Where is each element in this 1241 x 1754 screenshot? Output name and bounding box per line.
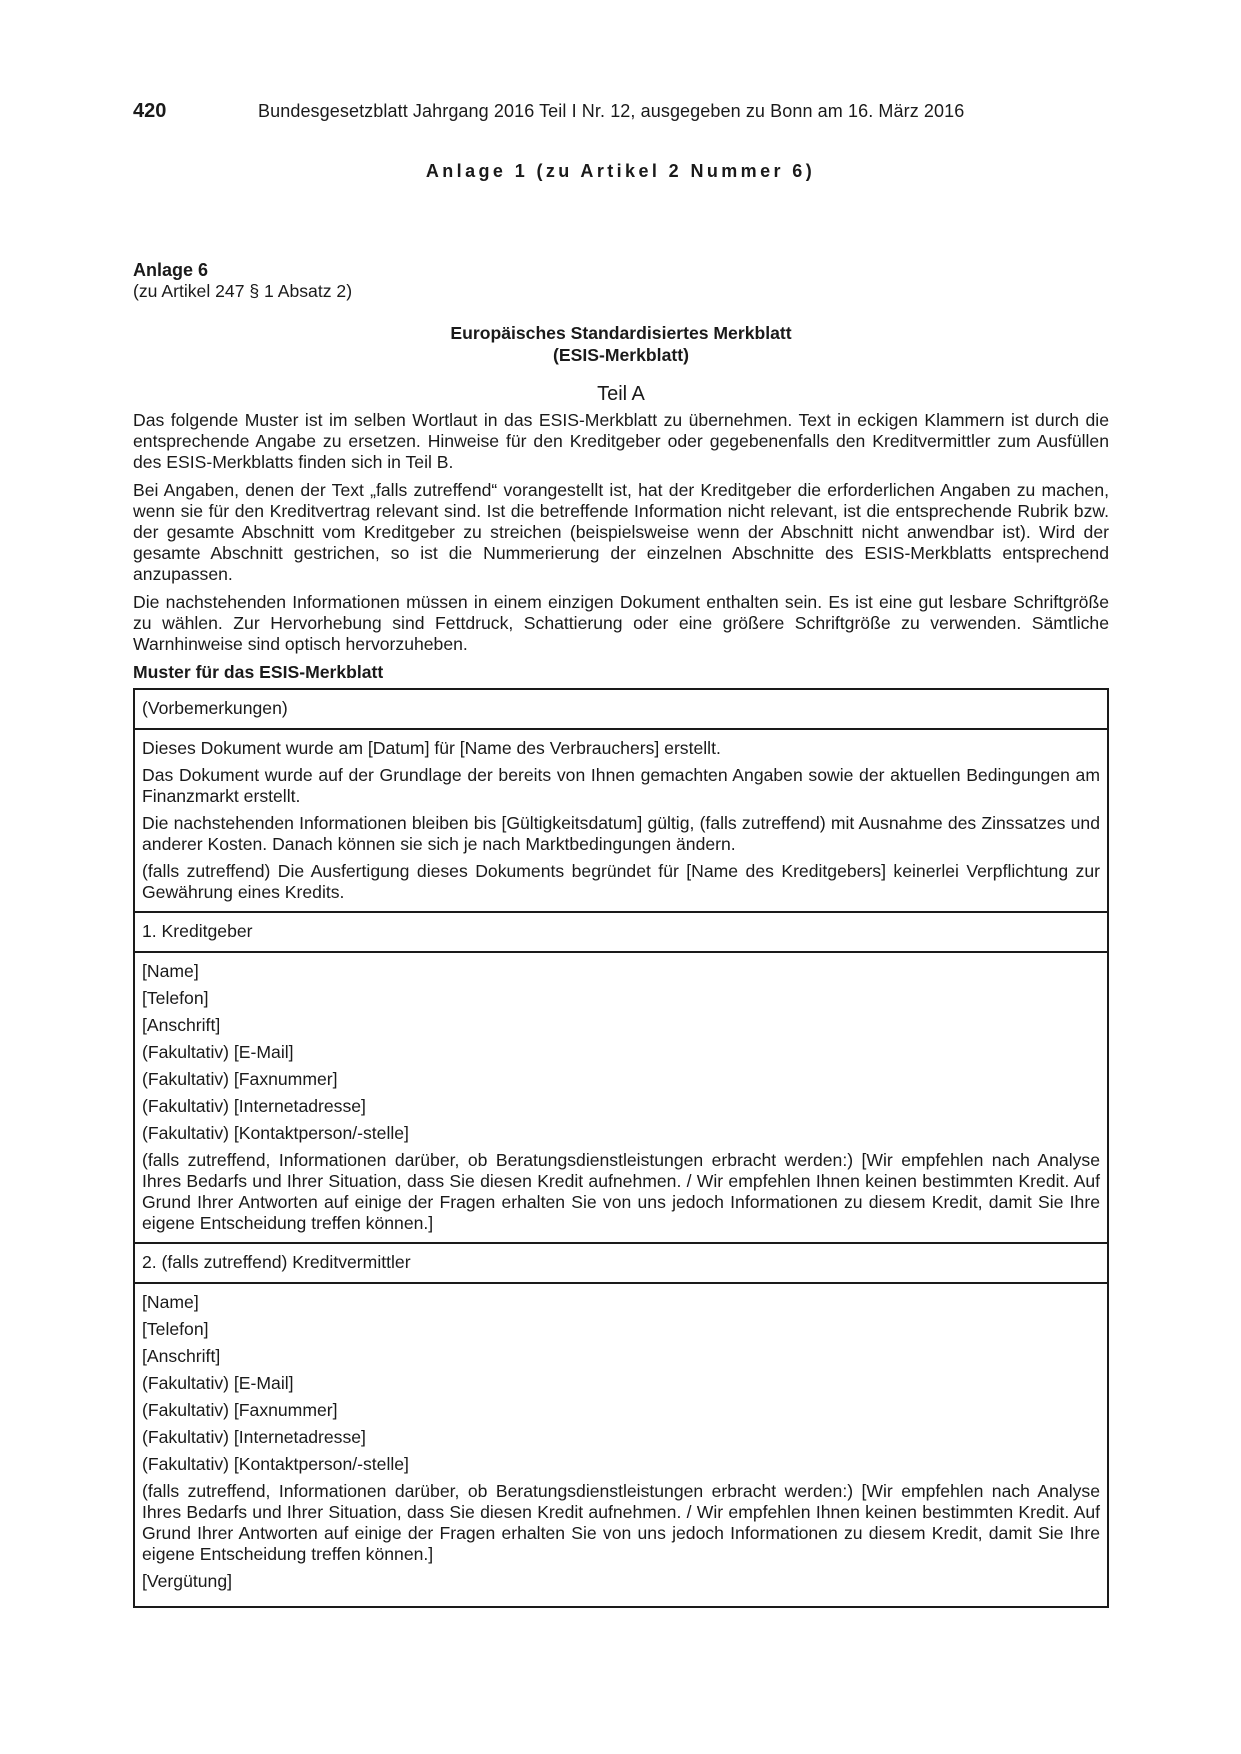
part-title: Teil A — [597, 383, 645, 405]
running-header: Bundesgesetzblatt Jahrgang 2016 Teil I Nr. 12, ausgegeben zu Bonn am 16. März 2016 — [258, 101, 965, 121]
field-line: (Fakultativ) [Internetadresse] — [142, 1096, 366, 1116]
document-title-line2: (ESIS-Merkblatt) — [553, 345, 689, 365]
field-line: (Fakultativ) [Internetadresse] — [142, 1427, 366, 1447]
template-heading: Muster für das ESIS-Merkblatt — [133, 662, 384, 682]
section-1-body — [135, 953, 1107, 1244]
preamble-paragraph: Dieses Dokument wurde am [Datum] für [Name des Verbrauchers] erstellt. — [142, 738, 721, 758]
section-1-heading: 1. Kreditgeber — [135, 913, 1107, 953]
anlage-label: Anlage 6 — [133, 260, 209, 280]
document-title-line1: Europäisches Standardisiertes Merkblatt — [450, 323, 792, 343]
document-title — [133, 322, 1109, 366]
preamble-paragraph: (falls zutreffend) Die Ausfertigung dieses Dokuments begründet für [Name des Kreditgebers] keinerlei Verpflichtung zur Gewährung eines Kredits. — [142, 861, 1100, 902]
advice-paragraph: (falls zutreffend, Informationen darüber, ob Beratungsdienstleistungen erbracht werden:) [Wir empfehlen nach Analyse Ihres Bedarfs und Ihrer Situation, dass Sie diesen Kredit aufnehmen. / Wir empfehlen Ihnen keinen bestimmten Kredit. Auf Grund Ihrer Antworten auf einige der Fragen erhalten Sie von uns jedoch Informationen zu diesem Kredit, damit Sie Ihre eigene Entscheidung treffen können.] — [142, 1481, 1100, 1564]
intro-paragraph: Das folgende Muster ist im selben Wortlaut in das ESIS-Merkblatt zu übernehmen. Text in eckigen Klammern ist durch die entsprechende Angabe zu ersetzen. Hinweise für den Kreditgeber oder gegebenenfalls den Kreditvermittler zum Ausfüllen des ESIS-Merkblatts finden sich in Teil B. — [133, 410, 1109, 472]
intro-paragraph: Bei Angaben, denen der Text „falls zutreffend“ vorangestellt ist, hat der Kreditgeber die erforderlichen Angaben zu machen, wenn sie für den Kreditvertrag relevant sind. Ist die betreffende Information nicht relevant, ist die entsprechende Rubrik bzw. der gesamte Abschnitt vom Kreditgeber zu streichen (beispielsweise wenn der Abschnitt nicht anwendbar ist). Wird der gesamte Abschnitt gestrichen, so ist die Nummerierung der einzelnen Abschnitte des ESIS-Merkblatts entsprechend anzupassen. — [133, 480, 1109, 584]
remuneration-line: [Vergütung] — [142, 1571, 232, 1591]
field-line: (Fakultativ) [Faxnummer] — [142, 1400, 338, 1420]
esis-template-box — [133, 688, 1109, 1608]
section-2-body — [135, 1284, 1107, 1606]
anlage-reference: (zu Artikel 247 § 1 Absatz 2) — [133, 281, 353, 301]
annex-title: Anlage 1 (zu Artikel 2 Nummer 6) — [425, 161, 816, 181]
intro-paragraph: Die nachstehenden Informationen müssen in einem einzigen Dokument enthalten sein. Es ist eine gut lesbare Schriftgröße zu wählen. Zur Hervorhebung sind Fettdruck, Schattierung oder eine größere Schriftgröße zu verwenden. Sämtliche Warnhinweise sind optisch hervorzuheben. — [133, 592, 1109, 654]
field-line: [Anschrift] — [142, 1015, 221, 1035]
field-line: [Name] — [142, 1292, 199, 1312]
field-line: [Anschrift] — [142, 1346, 221, 1366]
field-line: [Name] — [142, 961, 199, 981]
field-line: (Fakultativ) [E-Mail] — [142, 1042, 294, 1062]
field-line: (Fakultativ) [Kontaktperson/-stelle] — [142, 1454, 409, 1474]
advice-paragraph: (falls zutreffend, Informationen darüber, ob Beratungsdienstleistungen erbracht werden:) [Wir empfehlen nach Analyse Ihres Bedarfs und Ihrer Situation, dass Sie diesen Kredit aufnehmen. / Wir empfehlen Ihnen keinen bestimmten Kredit. Auf Grund Ihrer Antworten auf einige der Fragen erhalten Sie von uns jedoch Informationen zu diesem Kredit, damit Sie Ihre eigene Entscheidung treffen können.] — [142, 1150, 1100, 1233]
preamble-paragraph: Das Dokument wurde auf der Grundlage der bereits von Ihnen gemachten Angaben sowie der aktuellen Bedingungen am Finanzmarkt erstellt. — [142, 765, 1100, 806]
preamble-paragraph: Die nachstehenden Informationen bleiben bis [Gültigkeitsdatum] gültig, (falls zutreffend) mit Ausnahme des Zinssatzes und anderer Kosten. Danach können sie sich je nach Marktbedingungen ändern. — [142, 813, 1100, 854]
field-line: [Telefon] — [142, 1319, 209, 1339]
document-body — [133, 260, 1109, 1608]
page-number: 420 — [133, 100, 167, 122]
field-line: (Fakultativ) [E-Mail] — [142, 1373, 294, 1393]
preamble-body — [135, 730, 1107, 913]
field-line: (Fakultativ) [Kontaktperson/-stelle] — [142, 1123, 409, 1143]
preamble-heading: (Vorbemerkungen) — [135, 690, 1107, 730]
field-line: (Fakultativ) [Faxnummer] — [142, 1069, 338, 1089]
field-line: [Telefon] — [142, 988, 209, 1008]
section-2-heading: 2. (falls zutreffend) Kreditvermittler — [135, 1244, 1107, 1284]
